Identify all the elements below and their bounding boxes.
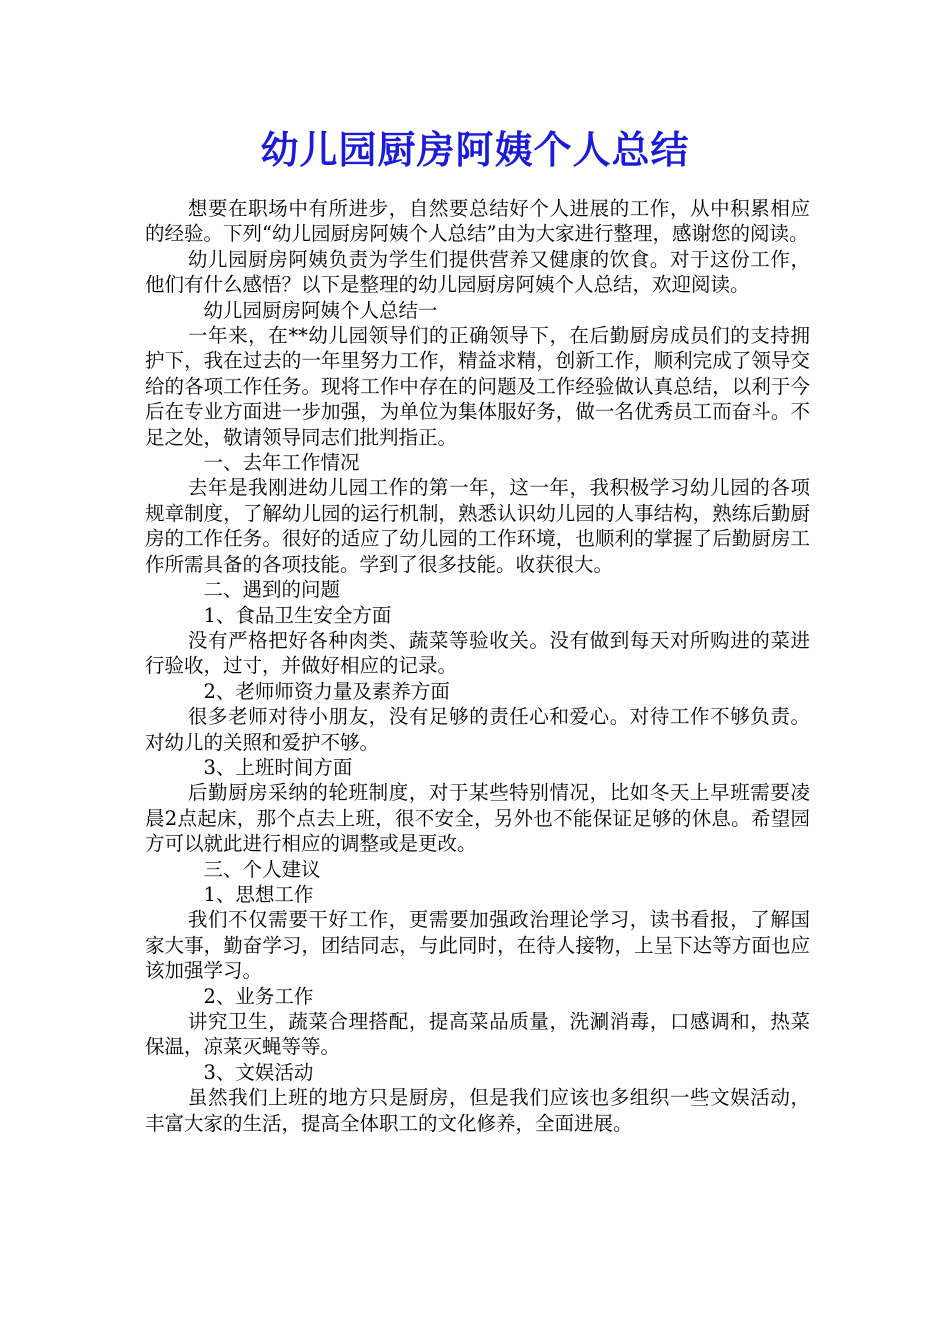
document-title: 幼儿园厨房阿姨个人总结: [260, 127, 690, 172]
section-heading: 二、遇到的问题: [203, 578, 341, 602]
paragraph: 讲究卫生，蔬菜合理搭配，提高菜品质量，洗涮消毒，口感调和，热菜保温，凉菜灭蝇等等。: [145, 1010, 810, 1059]
paragraph: 没有严格把好各种肉类、蔬菜等验收关。没有做到每天对所购进的菜进行验收，过寸，并做好相应的记录。: [145, 628, 810, 678]
paragraph: 想要在职场中有所进步，自然要总结好个人进展的工作，从中积累相应的经验。下列“幼儿园厨房阿姨个人总结”由为大家进行整理，感谢您的阅读。: [145, 197, 810, 246]
section-heading: 一、去年工作情况: [203, 451, 360, 475]
subsection-heading: 2、老师师资力量及素养方面: [203, 679, 450, 703]
paragraph: 很多老师对待小朋友，没有足够的责任心和爱心。对待工作不够负责。对幼儿的关照和爱护不够。: [145, 705, 810, 754]
section-heading: 三、个人建议: [203, 857, 321, 881]
paragraph: 一年来，在**幼儿园领导们的正确领导下，在后勤厨房成员们的支持拥护下，我在过去的一年里努力工作，精益求精，创新工作，顺利完成了领导交给的各项工作任务。现将工作中存在的问题及工作经验做认真总结，以利于今后在专业方面进一步加强，为单位为集体服好务，做一名优秀员工而奋斗。不足之处，敬请领导同志们批判指正。: [145, 324, 810, 449]
paragraph: 后勤厨房采纳的轮班制度，对于某些特别情况，比如冬天上早班需要凌晨2点起床，那个点去上班，很不安全，另外也不能保证足够的休息。希望园方可以就此进行相应的调整或是更改。: [145, 781, 810, 856]
subsection-heading: 2、业务工作: [203, 984, 314, 1008]
subsection-heading: 1、思想工作: [203, 882, 314, 906]
subsection-heading: 3、文娱活动: [203, 1060, 314, 1084]
paragraph: 我们不仅需要干好工作，更需要加强政治理论学习，读书看报，了解国家大事，勤奋学习，团结同志，与此同时，在待人接物，上呈下达等方面也应该加强学习。: [145, 908, 810, 983]
paragraph: 幼儿园厨房阿姨负责为学生们提供营养又健康的饮食。对于这份工作，他们有什么感悟？以下是整理的幼儿园厨房阿姨个人总结，欢迎阅读。: [145, 247, 810, 297]
paragraph: 虽然我们上班的地方只是厨房，但是我们应该也多组织一些文娱活动，丰富大家的生活，提高全体职工的文化修养，全面进展。: [145, 1086, 810, 1135]
subsection-heading: 3、上班时间方面: [203, 755, 353, 779]
paragraph: 去年是我刚进幼儿园工作的第一年，这一年，我积极学习幼儿园的各项规章制度，了解幼儿园的运行机制，熟悉认识幼儿园的人事结构，熟练后勤厨房的工作任务。很好的适应了幼儿园的工作环境，也顺利的掌握了后勤厨房工作所需具备的各项技能。学到了很多技能。收获很大。: [145, 476, 810, 576]
subsection-heading: 1、食品卫生安全方面: [203, 603, 392, 627]
document-body: [145, 196, 810, 1136]
section-heading: 幼儿园厨房阿姨个人总结一: [203, 298, 438, 322]
